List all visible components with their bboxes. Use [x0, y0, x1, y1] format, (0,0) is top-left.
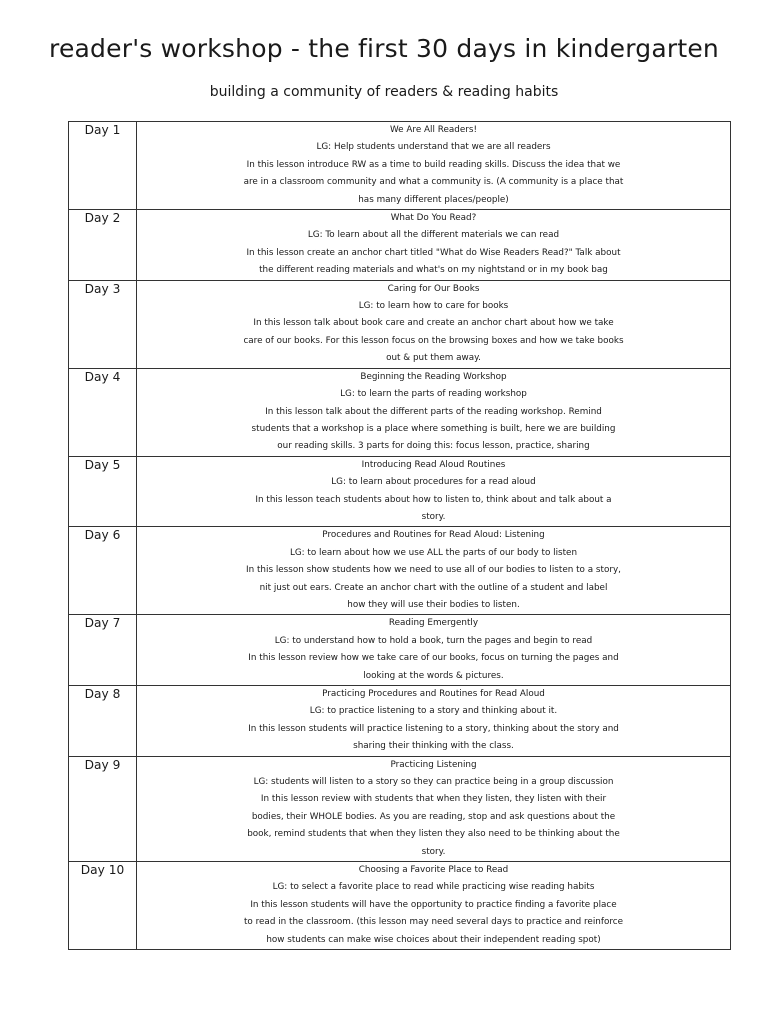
lesson-row [69, 615, 731, 686]
lesson-row [69, 210, 731, 281]
lesson-title: What Do You Read? [390, 213, 477, 224]
lesson-description-line: are in a classroom community and what a community is. (A community is a place that [243, 177, 624, 188]
lesson-row [69, 368, 731, 456]
day-label: Day 6 [69, 527, 137, 615]
lesson-description-line: story. [421, 511, 446, 522]
learning-goal: LG: to select a favorite place to read while practicing wise reading habits [272, 882, 595, 893]
lesson-description-line: our reading skills. 3 parts for doing this: focus lesson, practice, sharing [277, 441, 590, 452]
lesson-description-line: book, remind students that when they listen they also need to be thinking about the [247, 829, 620, 840]
lesson-description-line: In this lesson introduce RW as a time to build reading skills. Discuss the idea that we [246, 159, 621, 170]
lesson-title: Introducing Read Aloud Routines [361, 459, 506, 470]
day-label: Day 7 [69, 615, 137, 686]
learning-goal: LG: to learn about how we use ALL the parts of our body to listen [289, 547, 578, 558]
lesson-content [137, 686, 731, 757]
lesson-content [137, 368, 731, 456]
lesson-title: Choosing a Favorite Place to Read [358, 865, 509, 876]
lesson-description-line: to read in the classroom. (this lesson may need several days to practice and reinforce [243, 917, 624, 928]
lesson-description-line: the different reading materials and what's on my nightstand or in my book bag [259, 265, 608, 276]
day-label: Day 4 [69, 368, 137, 456]
lesson-description-line: how they will use their bodies to listen. [347, 599, 520, 610]
lesson-description-line: looking at the words & pictures. [363, 670, 504, 681]
lesson-title: Procedures and Routines for Read Aloud: Listening [322, 530, 545, 541]
lesson-row [69, 686, 731, 757]
learning-goal: LG: to understand how to hold a book, turn the pages and begin to read [274, 635, 593, 646]
page-subtitle: building a community of readers & reading habits [209, 84, 559, 100]
day-label: Day 9 [69, 756, 137, 861]
lesson-row [69, 527, 731, 615]
lesson-description-line: In this lesson students will have the opportunity to practice finding a favorite place [250, 899, 617, 910]
learning-goal: LG: to learn about procedures for a read aloud [331, 477, 536, 488]
lesson-content [137, 862, 731, 950]
learning-goal: LG: to practice listening to a story and thinking about it. [309, 706, 558, 717]
lesson-description-line: bodies, their WHOLE bodies. As you are reading, stop and ask questions about the [251, 811, 616, 822]
lesson-row [69, 456, 731, 527]
day-label: Day 1 [69, 122, 137, 210]
lesson-description-line: has many different places/people) [358, 194, 509, 205]
learning-goal: LG: students will listen to a story so they can practice being in a group discussion [253, 777, 614, 788]
day-label: Day 5 [69, 456, 137, 527]
lesson-description-line: In this lesson review with students that when they listen, they listen with their [260, 794, 607, 805]
lesson-description-line: In this lesson students will practice listening to a story, thinking about the story and [248, 723, 619, 734]
lesson-description-line: In this lesson show students how we need to use all of our bodies to listen to a story, [246, 565, 621, 576]
learning-goal: LG: to learn the parts of reading workshop [340, 389, 527, 400]
lesson-content [137, 756, 731, 861]
lesson-description-line: students that a workshop is a place where something is built, here we are building [251, 423, 616, 434]
lesson-description-line: In this lesson talk about book care and create an anchor chart about how we take [253, 318, 614, 329]
day-label: Day 10 [69, 862, 137, 950]
day-label: Day 8 [69, 686, 137, 757]
lesson-description-line: how students can make wise choices about their independent reading spot) [266, 934, 601, 945]
lesson-row [69, 122, 731, 210]
lesson-description-line: In this lesson talk about the different parts of the reading workshop. Remind [265, 406, 602, 417]
day-label: Day 2 [69, 210, 137, 281]
lesson-description-line: care of our books. For this lesson focus on the browsing boxes and how we take books [243, 335, 624, 346]
learning-goal: LG: To learn about all the different materials we can read [307, 230, 560, 241]
lesson-row [69, 756, 731, 861]
lesson-content [137, 527, 731, 615]
lesson-content [137, 210, 731, 281]
page-title: reader's workshop - the first 30 days in kindergarten [49, 34, 719, 63]
day-label: Day 3 [69, 280, 137, 368]
lesson-description-line: In this lesson create an anchor chart titled "What do Wise Readers Read?" Talk about [246, 247, 621, 258]
lesson-description-line: nit just out ears. Create an anchor chart with the outline of a student and label [259, 582, 608, 593]
lesson-title: Beginning the Reading Workshop [360, 371, 507, 382]
lesson-content [137, 456, 731, 527]
lesson-description-line: In this lesson teach students about how to listen to, think about and talk about a [255, 494, 612, 505]
lesson-content [137, 122, 731, 210]
lesson-title: We Are All Readers! [390, 125, 477, 135]
lesson-title: Practicing Listening [390, 759, 477, 770]
lesson-plan-table [68, 121, 731, 950]
lesson-title: Reading Emergently [388, 618, 479, 629]
lesson-row [69, 862, 731, 950]
lesson-content [137, 280, 731, 368]
lesson-description-line: story. [421, 846, 446, 857]
lesson-row [69, 280, 731, 368]
lesson-description-line: sharing their thinking with the class. [353, 741, 514, 752]
lesson-content [137, 615, 731, 686]
lesson-title: Caring for Our Books [387, 283, 480, 294]
lesson-plan-body [69, 122, 731, 950]
lesson-description-line: out & put them away. [386, 353, 481, 364]
learning-goal: LG: Help students understand that we are all readers [316, 142, 551, 153]
learning-goal: LG: to learn how to care for books [358, 301, 509, 312]
lesson-title: Practicing Procedures and Routines for Read Aloud [322, 689, 545, 699]
lesson-description-line: In this lesson review how we take care of our books, focus on turning the pages and [248, 653, 619, 664]
